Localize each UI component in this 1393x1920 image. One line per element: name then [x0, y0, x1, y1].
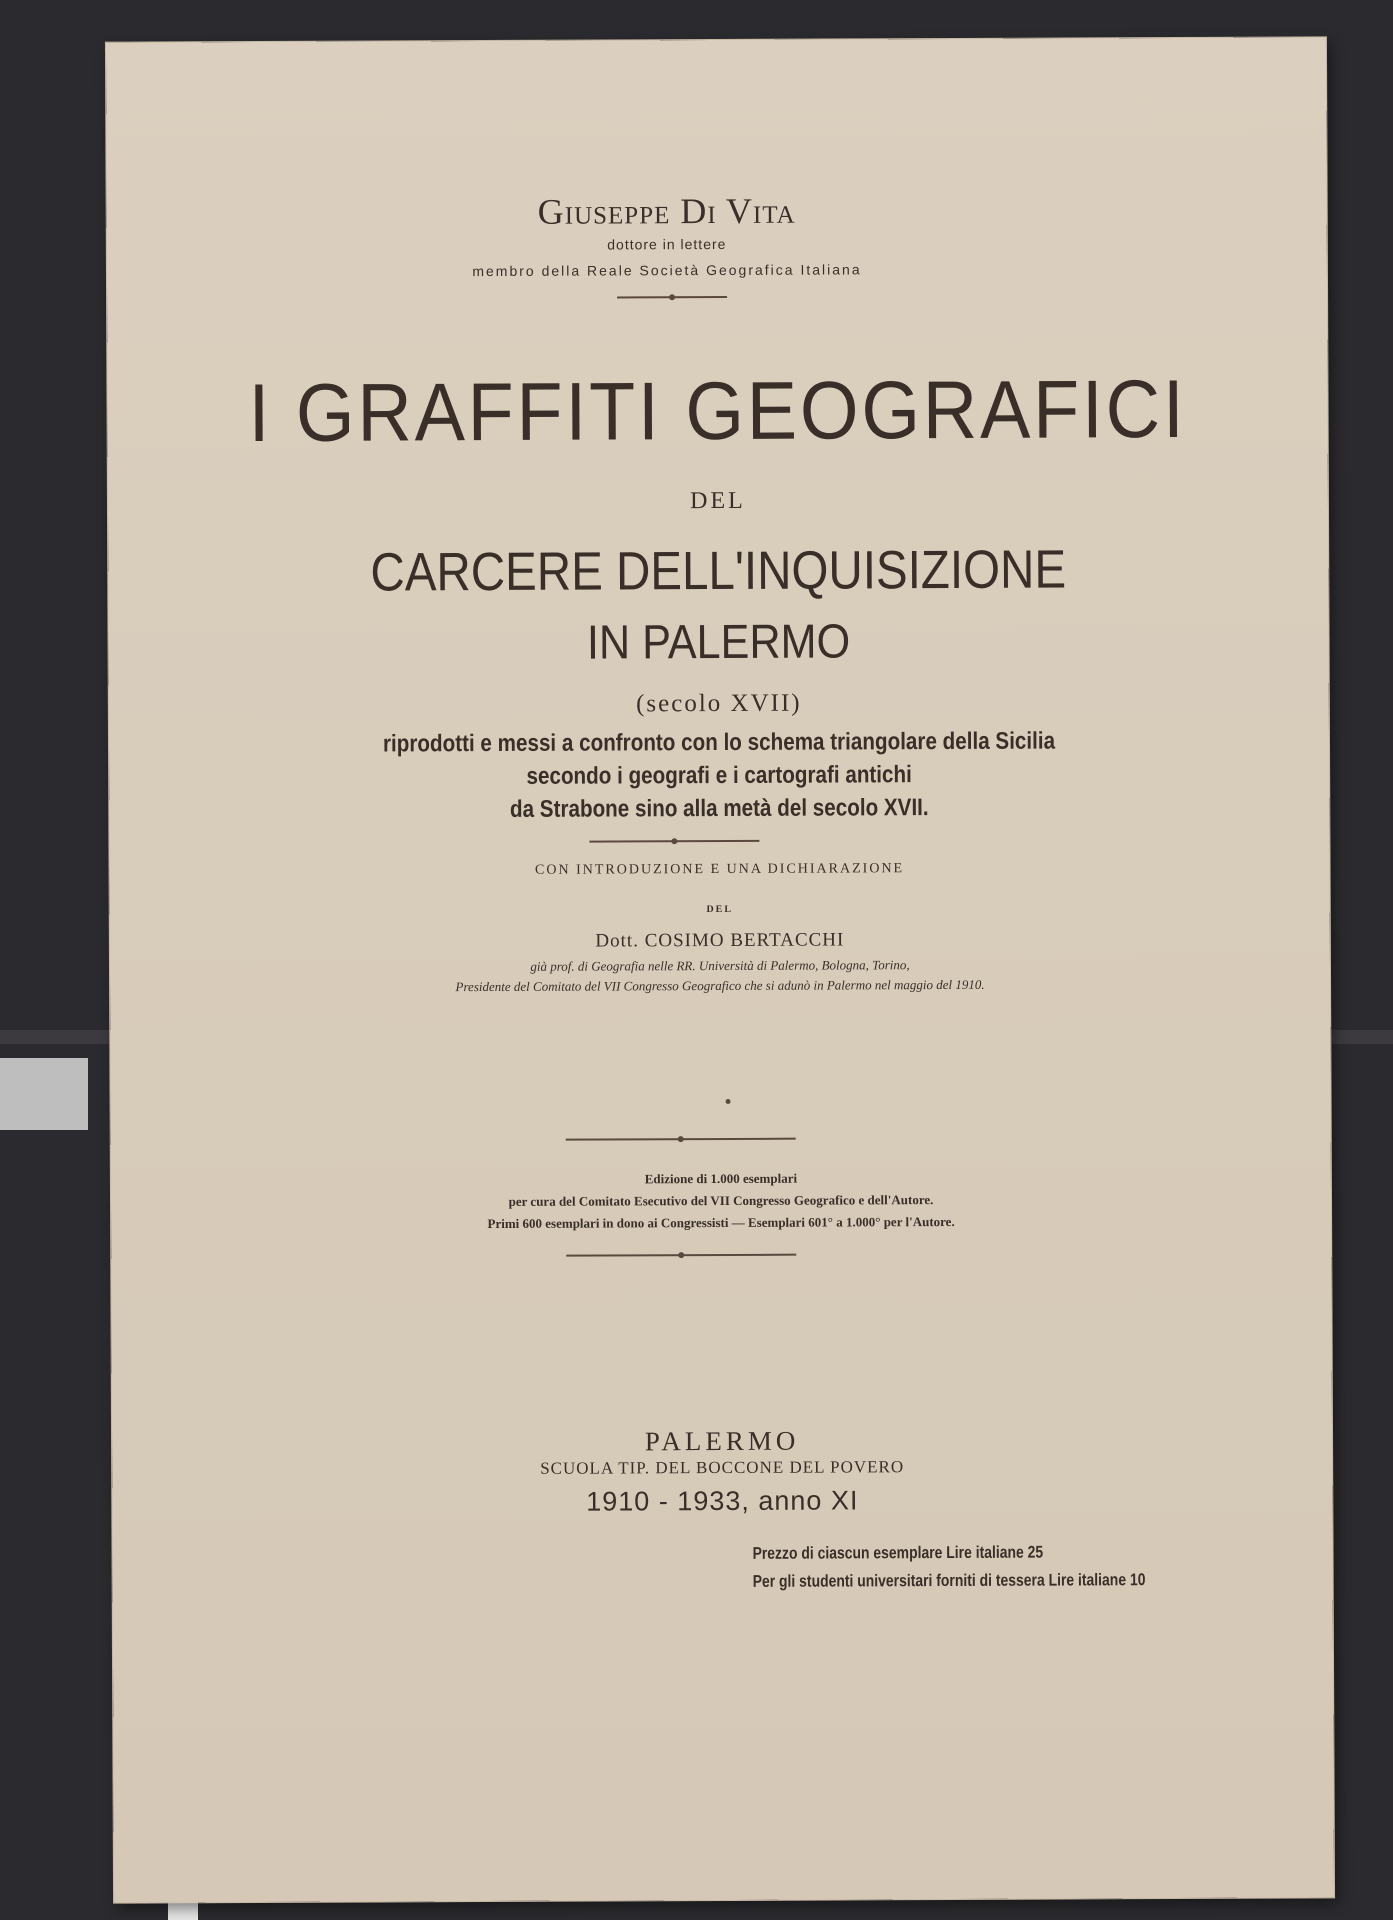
introduction-heading: CON INTRODUZIONE E UNA DICHIARAZIONE: [534, 861, 905, 878]
title-connector: DEL: [690, 487, 746, 515]
main-title: I GRAFFITI GEOGRAFICI: [248, 363, 1187, 460]
author-name: Giuseppe Di Vita: [537, 190, 796, 232]
price-line: Prezzo di ciascun esemplare Lire italiane 25: [752, 1542, 1044, 1563]
credential-line: Presidente del Comitato del VII Congresso Geografico che si adunò in Palermo nel maggio del 1910.: [455, 976, 985, 995]
introducer-name: Dott. COSIMO BERTACCHI: [595, 929, 845, 952]
ornament-rule: [617, 296, 727, 298]
tape-piece: [0, 1058, 88, 1130]
description: [194, 724, 1244, 828]
ink-dot: [726, 1099, 731, 1104]
author-membership: membro della Reale Società Geografica Italiana: [472, 261, 862, 280]
introduction-connector: DEL: [706, 903, 734, 916]
description-line: secondo i geografi e i cartografi antichi: [526, 761, 912, 790]
description-line: da Strabone sino alla metà del secolo XVII.: [509, 794, 929, 823]
century-note: (secolo XVII): [636, 689, 802, 718]
edition-note: [111, 1165, 1331, 1236]
imprint-printer: SCUOLA TIP. DEL BOCCONE DEL POVERO: [540, 1457, 905, 1478]
author-degree: dottore in lettere: [607, 235, 727, 253]
title-page: [106, 37, 1334, 1902]
title-line-3: IN PALERMO: [586, 615, 851, 670]
price-line: Per gli studenti universitari forniti di tessera Lire italiane 10: [752, 1570, 1146, 1591]
description-line: riprodotti e messi a confronto con lo schema triangolare della Sicilia: [382, 727, 1056, 758]
imprint-city: PALERMO: [644, 1425, 800, 1457]
introducer-credentials: [110, 953, 1330, 998]
title-line-2: CARCERE DELL'INQUISIZIONE: [370, 539, 1067, 603]
ornament-rule: [566, 1138, 796, 1141]
ornament-rule: [589, 840, 759, 843]
imprint-years: 1910 - 1933, anno XI: [586, 1485, 859, 1517]
edition-line: Edizione di 1.000 esemplari: [644, 1170, 798, 1187]
edition-line: per cura del Comitato Esecutivo del VII Congresso Geografico e dell'Autore.: [508, 1192, 934, 1209]
credential-line: già prof. di Geografia nelle RR. Università di Palermo, Bologna, Torino,: [530, 957, 910, 974]
ornament-rule: [566, 1254, 796, 1257]
edition-line: Primi 600 esemplari in dono ai Congressisti — Esemplari 601° a 1.000° per l'Autore.: [487, 1213, 955, 1232]
price-note: [752, 1538, 1145, 1596]
